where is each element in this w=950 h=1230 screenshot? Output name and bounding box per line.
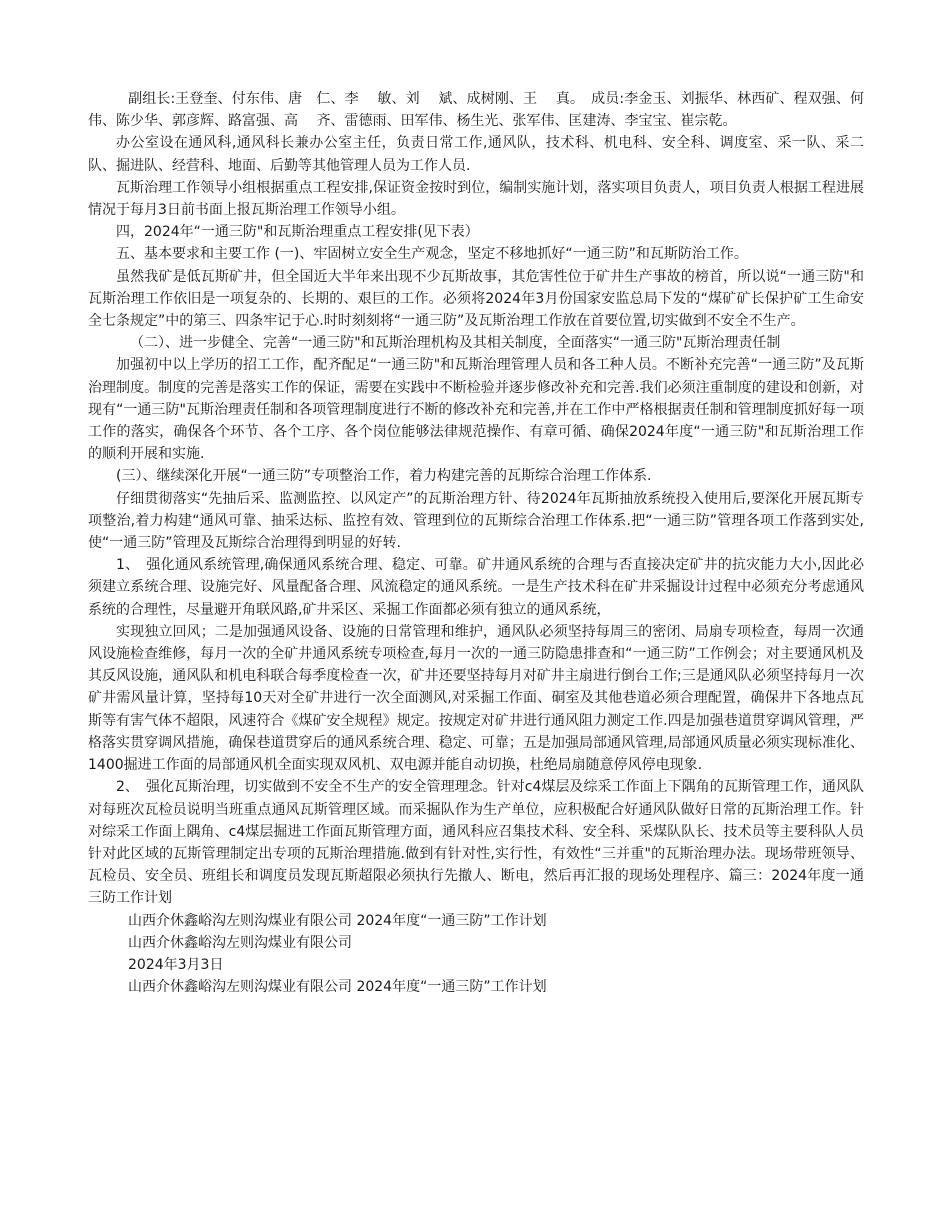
- paragraph-office: 办公室设在通风科,通风科长兼办公室主任，负责日常工作,通风队，技术科、机电科、安全科、调度室、采一队、采二队、掘进队、经营科、地面、后勤等其他管理人员为工作人员.: [88, 135, 864, 174]
- section-heading-five: 五、基本要求和主要工作 (一)、牢固树立安全生产观念，坚定不移地抓好“一通三防”和瓦斯防治工作。: [116, 246, 748, 263]
- section-heading-four: 四，2024年“一通三防"和瓦斯治理重点工程安排(见下表）: [116, 224, 479, 241]
- paragraph-independent-return: 实现独立回风；二是加强通风设备、设施的日常管理和维护，通风队必须坚持每周三的密闭、局扇专项检查，每周一次通风设施检查维修，每月一次的全矿井通风系统专项检查,每月一次的一通三防隐患排查和“一通三防”工作例会；对主要通风机及其反风设施，通风队和机电科联合每季度检查一次，矿井还要坚持每月对矿井主扇进行倒台工作;三是通风队必须坚持每月一次矿井需风量计算，坚持每10天对全矿井进行一次全面测风,对采掘工作面、硐室及其他巷道必须合理配置，确保井下各地点瓦斯等有害气体不超限，风速符合《煤矿安全规程》规定。按规定对矿井进行通风阻力测定工作.四是加强巷道贯穿调风管理，严格落实贯穿调风措施，确保巷道贯穿后的通风系统合理、稳定、可靠；五是加强局部通风管理,局部通风质量必须实现标准化、1400掘进工作面的局部通风机全面实现双风机、双电源并能自动切换，杜绝局扇随意停风停电现象.: [88, 623, 864, 774]
- subsection-heading-two: （二）、进一步健全、完善“一通三防"和瓦斯治理机构及其相关制度，全面落实“一通三防"瓦斯治理责任制: [130, 335, 781, 352]
- paragraph-deputy-leaders: [48, 88, 883, 132]
- paragraph-text: 副组长:王登奎、付东伟、唐 仁、李 敏、刘 斌、成树刚、王 真。 成员:李金玉、刘振华、林西矿、程双强、何 伟、陈少华、郭彦辉、路富强、高 齐、雷德雨、田军伟、杨生光、张军伟、匡建涛、李宝宝、崔宗乾。: [88, 91, 883, 130]
- closing-line-plan-title: 山西介休鑫峪沟左则沟煤业有限公司 2024年度“一通三防”工作计划: [128, 912, 547, 929]
- paragraph-recruitment: 加强初中以上学历的招工工作，配齐配足“一通三防"和瓦斯治理管理人员和各工种人员。不断补充完善“一通三防”及瓦斯治理制度。制度的完善是落实工作的保证，需要在实践中不断检验并逐步修改补充和完善.我们必须注重制度的建设和创新，对现有“一通三防"瓦斯治理责任制和各项管理制度进行不断的修改补充和完善,并在工作中严格根据责任制和管理制度抓好每一项工作的落实，确保各个环节、各个工序、各个岗位能够法律规范操作、有章可循、确保2024年度“一通三防"和瓦斯治理工作的顺利开展和实施.: [88, 357, 864, 463]
- paragraph-leading-group: 瓦斯治理工作领导小组根据重点工程安排,保证资金按时到位，编制实施计划，落实项目负责人，项目负责人根据工程进展情况于每月3日前书面上报瓦斯治理工作领导小组。: [88, 179, 864, 219]
- closing-line-company: 山西介休鑫峪沟左则沟煤业有限公司: [128, 934, 352, 951]
- closing-line-date: 2024年3月3日: [128, 956, 224, 973]
- paragraph-policy: 仔细贯彻落实“先抽后采、监测监控、以风定产”的瓦斯治理方针、待2024年瓦斯抽放系统投入使用后,要深化开展瓦斯专项整治,着力构建“通风可靠、抽采达标、监控有效、管理到位的瓦斯综合治理工作体系.把“一通三防”管理各项工作落到实处,使“一通三防”管理及瓦斯综合治理得到明显的好转.: [88, 490, 864, 552]
- subsection-heading-three: (三）、继续深化开展“一通三防”专项整治工作，着力构建完善的瓦斯综合治理工作体系.: [116, 468, 652, 485]
- paragraph-gas-item-2: 2、 强化瓦斯治理，切实做到不安全不生产的安全管理理念。针对c4煤层及综采工作面上下隅角的瓦斯管理工作，通风队对每班次瓦检员说明当班重点通风瓦斯管理区域。而采掘队作为生产单位，应积极配合好通风队做好日常的瓦斯治理工作。针对综采工作面上隅角、c4煤层掘进工作面瓦斯管理方面，通风科应召集技术科、安全科、采煤队队长、技术员等主要科队人员针对此区域的瓦斯管理制定出专项的瓦斯治理措施.做到有针对性,实行性，有效性“三并重"的瓦斯治理办法。现场带班领导、瓦检员、安全员、班组长和调度员发现瓦斯超限必须执行先撤人、断电，然后再汇报的现场处理程序、篇三：2024年度一通三防工作计划: [88, 779, 864, 907]
- paragraph-low-gas-mine: 虽然我矿是低瓦斯矿井，但全国近大半年来出现不少瓦斯故事，其危害性位于矿井生产事故的榜首，所以说“一通三防"和瓦斯治理工作依旧是一项复杂的、长期的、艰巨的工作。必须将2024年3月份国家安监总局下发的“煤矿矿长保护矿工生命安全七条规定”中的第三、四条牢记于心.时时刻刻将“一通三防”及瓦斯治理工作放在首要位置,切实做到不安全不生产。: [88, 268, 864, 330]
- closing-line-plan-title-repeat: 山西介休鑫峪沟左则沟煤业有限公司 2024年度“一通三防”工作计划: [128, 979, 547, 996]
- paragraph-ventilation-item-1: 1、 强化通风系统管理,确保通风系统合理、稳定、可靠。矿井通风系统的合理与否直接决定矿井的抗灾能力大小,因此必须建立系统合理、设施完好、风量配备合理、风流稳定的通风系统。一是生产技术科在矿井采掘设计过程中必须充分考虑通风系统的合理性，尽量避开角联风路,矿井采区、采掘工作面都必须有独立的通风系统，: [88, 557, 864, 618]
